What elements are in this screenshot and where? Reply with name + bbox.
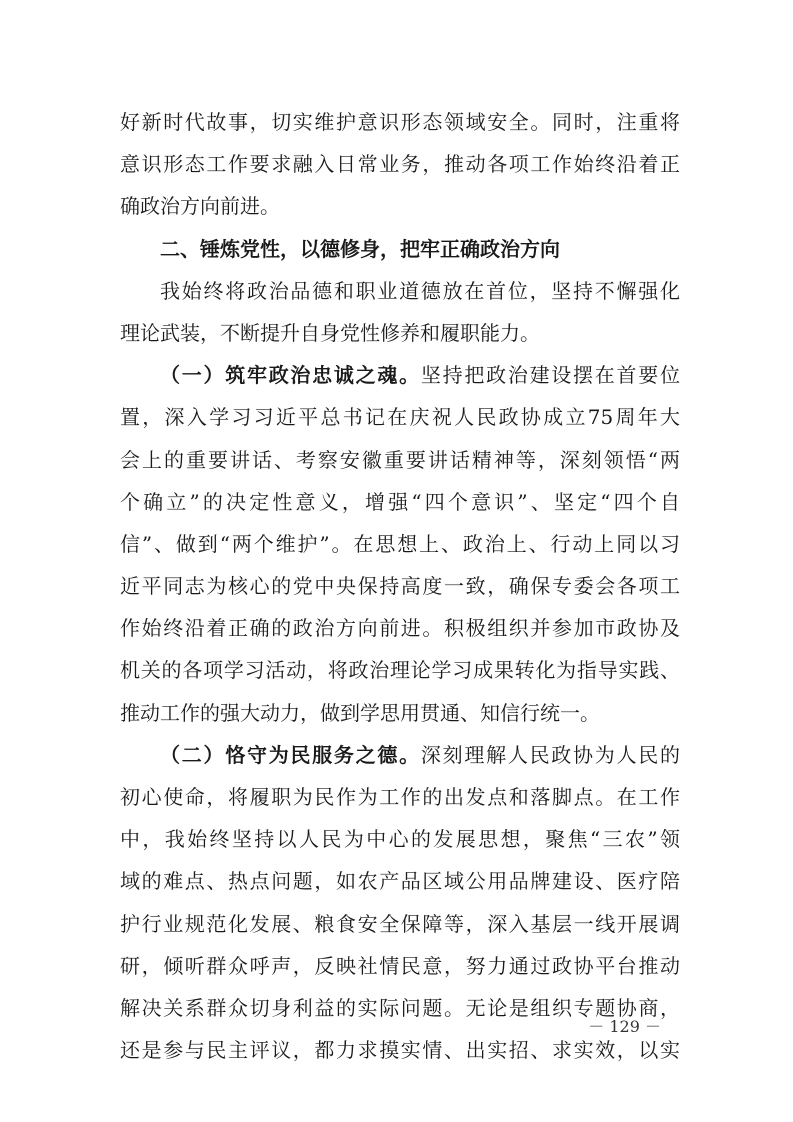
subsection-paragraph-start xyxy=(120,354,680,396)
text-line: 好新时代故事，切实维护意识形态领域安全。同时，注重将 xyxy=(120,110,680,134)
text-line: 推动工作的强大动力，做到学思用贯通、知信行统一。 xyxy=(120,700,600,725)
text-line: 个确立”的决定性意义，增强“四个意识”、坚定“四个自 xyxy=(120,489,680,514)
text-line: 确政治方向前进。 xyxy=(120,194,280,219)
section-heading: 二、锤炼党性，以德修身，把牢正确政治方向 xyxy=(160,236,560,261)
text-line: 置，深入学习习近平总书记在庆祝人民政协成立75周年大 xyxy=(120,405,680,430)
text-line: 还是参与民主评议，都力求摸实情、出实招、求实效，以实 xyxy=(120,1038,680,1063)
text-line: 中，我始终坚持以人民为中心的发展思想，聚焦“三农”领 xyxy=(120,827,680,852)
text-line: 意识形态工作要求融入日常业务，推动各项工作始终沿着正 xyxy=(120,152,680,177)
text-span: 深刻理解人民政协为人民的 xyxy=(420,742,681,767)
subsection-paragraph-start xyxy=(120,734,680,776)
text-line: 研，倾听群众呼声，反映社情民意，努力通过政协平台推动 xyxy=(120,953,680,978)
page-body xyxy=(120,101,680,1071)
text-line: 护行业规范化发展、粮食安全保障等，深入基层一线开展调 xyxy=(120,911,680,936)
subsection-title: （二）恪守为民服务之德。 xyxy=(160,742,421,767)
text-line: 域的难点、热点问题，如农产品区域公用品牌建设、医疗陪 xyxy=(120,869,680,894)
text-line: 初心使命，将履职为民作为工作的出发点和落脚点。在工作 xyxy=(120,785,680,809)
text-line: 作始终沿着正确的政治方向前进。积极组织并参加市政协及 xyxy=(120,616,680,641)
page-number: － 129 － xyxy=(588,1017,661,1036)
text-line: 会上的重要讲话、考察安徽重要讲话精神等，深刻领悟“两 xyxy=(120,447,680,472)
text-span: 坚持把政治建设摆在首要位 xyxy=(420,363,681,388)
text-line: 解决关系群众切身利益的实际问题。无论是组织专题协商， xyxy=(120,995,680,1020)
text-line: 理论武装，不断提升自身党性修养和履职能力。 xyxy=(120,320,540,345)
subsection-title: （一）筑牢政治忠诚之魂。 xyxy=(160,363,421,388)
paragraph-start: 我始终将政治品德和职业道德放在首位，坚持不懈强化 xyxy=(160,278,680,303)
text-line: 信”、做到“两个维护”。在思想上、政治上、行动上同以习 xyxy=(120,531,680,556)
text-line: 近平同志为核心的党中央保持高度一致，确保专委会各项工 xyxy=(120,574,680,599)
text-line: 机关的各项学习活动，将政治理论学习成果转化为指导实践、 xyxy=(120,658,680,683)
